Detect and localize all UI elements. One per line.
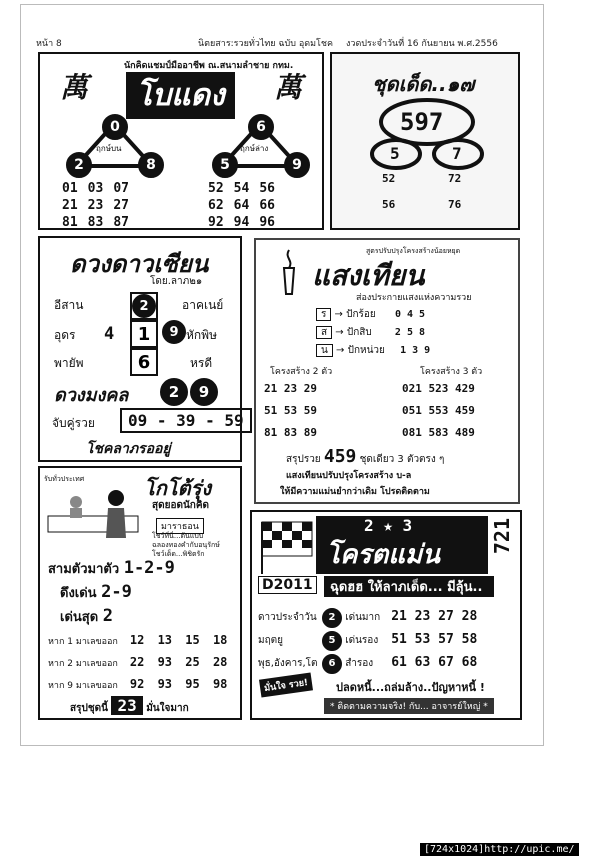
three-digit-list: 021 523 429 051 553 459 081 583 489 (402, 382, 475, 439)
grid-cell-right: 9 (162, 320, 186, 344)
three-digit-set: สามตัวมาตัว 1-2-9 (48, 558, 175, 578)
issue-date: งวดประจำวันที่ 16 กันยายน พ.ศ.2556 (346, 39, 498, 49)
panel-slogan: ส่องประกายแสงแห่งความรวย (356, 293, 472, 303)
promo-lines: โชว์ที่นี่...ต้นแบบ ฉลองทองคำกับอนุรักษ์ โชว์เด็ด...พิชิตรัก (152, 532, 220, 558)
pair-number-2: 72 (448, 172, 462, 185)
right-ring-number: 7 (452, 144, 462, 163)
note-line-2: ให้มีความแม่นยำกว่าเดิม โปรดติดตาม (280, 487, 430, 497)
dir-horadi: หรดี (190, 356, 213, 370)
confidence-badge: มั่นใจ รวย! (259, 672, 313, 697)
panel-title: แสงเทียน (312, 259, 425, 292)
panel-title: โกโต้รุ่ง (144, 476, 212, 500)
two-digit-header: โครงสร้าง 2 ตัว (270, 367, 333, 377)
conditional-table: หาก 1 มาเลขออก 12 13 15 18 หาก 2 มาเลขออก 22 93 25 28 หาก 9 มาเลขออก 92 93 95 98 (48, 633, 228, 691)
lucky-label: ดวงมงคล (54, 385, 129, 406)
left-ring-number: 5 (390, 144, 400, 163)
issue-code: D2011 (258, 576, 317, 594)
panel-footer: * ติดตามความจริง! กับ... อาจารย์ใหญ่ * (324, 698, 494, 714)
promo-banner: ฉุดฮฮ ให้ลาภเด็ด... มีลุ้น.. (324, 576, 494, 597)
tri1-right-number: 8 (138, 152, 164, 178)
panel-title: ชุดเด็ด..๑๗ (372, 72, 475, 96)
dir-payap: พายัพ (54, 356, 84, 370)
pair-number-1: 52 (382, 172, 396, 185)
three-digit-header: โครงสร้าง 3 ตัว (420, 367, 483, 377)
note-line-1: แสงเทียนปรับปรุงโครงสร้าง บ-ล (286, 471, 412, 481)
tri1-label: ฤกษ์บน (96, 144, 122, 153)
pair-number-4: 76 (448, 198, 462, 211)
dir-akhane: อาคเนย์ (182, 298, 224, 312)
tri1-top-number: 0 (102, 114, 128, 140)
digit-table: ร → ปักร้อย 0 4 5 ส → ปักสิบ 2 5 8 น → ปักหน่วย 1 3 9 (316, 306, 430, 360)
ko-to-rung-panel (38, 466, 242, 720)
highlight-pair: ดึงเด่น 2-9 (60, 582, 132, 602)
checkered-flag-icon (258, 518, 316, 576)
main-number: 597 (400, 108, 444, 136)
right-number-list: 52 54 56 62 64 66 92 94 96 (208, 181, 275, 230)
dir-udon: อุดร (54, 328, 76, 342)
left-number-list: 01 03 07 21 23 27 81 83 87 (62, 181, 129, 230)
lucky-number-2: 9 (190, 378, 218, 406)
watermark: [724x1024]http://upic.me/ (420, 843, 579, 856)
panel-title: โครตแม่น (326, 540, 440, 570)
side-number: 721 (490, 518, 514, 555)
grid-cell-center: 1 (130, 320, 158, 348)
dir-hakpit: หักพิษ (186, 328, 217, 342)
summary: สรุปชุดนี้ 23 มั่นใจมาก (70, 696, 189, 715)
tri2-left-number: 5 (212, 152, 238, 178)
panel-subtitle: นักคิดแชมป์มืออาชีพ ณ.สนามลำชาย กทม. (124, 61, 294, 71)
tri1-left-number: 2 (66, 152, 92, 178)
market-illustration (46, 486, 142, 546)
panel-subtitle: สุดยอดนักคิด (152, 500, 210, 511)
two-digit-list: 21 23 29 51 53 59 81 83 89 (264, 382, 317, 439)
corner-tag: รับทั่วประเทศ (44, 475, 85, 483)
dir-isan: อีสาน (54, 298, 84, 312)
pair-number-3: 56 (382, 198, 396, 211)
lucky-symbol-right-icon: 萬 (274, 71, 303, 104)
page-number: หน้า 8 (36, 39, 62, 49)
tri2-top-number: 6 (248, 114, 274, 140)
pair-numbers: 09 - 39 - 59 (120, 408, 252, 433)
tri2-right-number: 9 (284, 152, 310, 178)
grid-cell-left: 4 (104, 324, 115, 344)
candle-icon (274, 248, 304, 296)
lucky-number-1: 2 (160, 378, 188, 406)
marathon-tag: มาราธอน (156, 518, 204, 534)
grid-cell-bottom: 6 (130, 348, 158, 376)
panel-title: โบแดง (126, 72, 235, 119)
chut-det-panel (330, 52, 520, 230)
summary: สรุปรวย 459 ชุดเดียว 3 ตัวตรง ๆ (286, 446, 445, 467)
saeng-thian-panel (254, 238, 520, 504)
panel-slogan: ปลดหนี้...ถล่มล้าง..ปัญหาหนี้ ! (336, 681, 485, 694)
grid-cell-top: 2 (130, 292, 158, 320)
duang-dao-panel (38, 236, 242, 462)
top-single: เด่นสุด 2 (60, 606, 113, 626)
star-table: ดาวประจำวัน 2 เด่นมาก 21 23 27 28 มฤตยู 5 เด่นรอง 51 53 57 58 พุธ,อังคาร,โต 6 สำรอง 61 63 67 68 (258, 606, 477, 675)
panel-tag: สูตรปรับปรุงโครงสร้างน้อยหยุด (366, 247, 461, 255)
bo-daeng-panel (38, 52, 324, 230)
magazine-name: นิตยสาร:รวยทั่วไทย ฉบับ อุดมโชค (198, 39, 333, 49)
star-number-pair: 2 ★ 3 (364, 516, 413, 535)
tri2-label: ฤกษ์ล่าง (240, 144, 269, 153)
panel-author: โดย.ลาภ๒๑ (150, 276, 203, 287)
krot-maen-panel (250, 510, 522, 720)
panel-footer: โชคลาภรออยู่ (86, 441, 171, 457)
panel-title: ดวงดาวเซียน (70, 250, 209, 278)
pair-label: จับคู่รวย (52, 416, 95, 430)
lucky-symbol-left-icon: 萬 (60, 71, 89, 104)
